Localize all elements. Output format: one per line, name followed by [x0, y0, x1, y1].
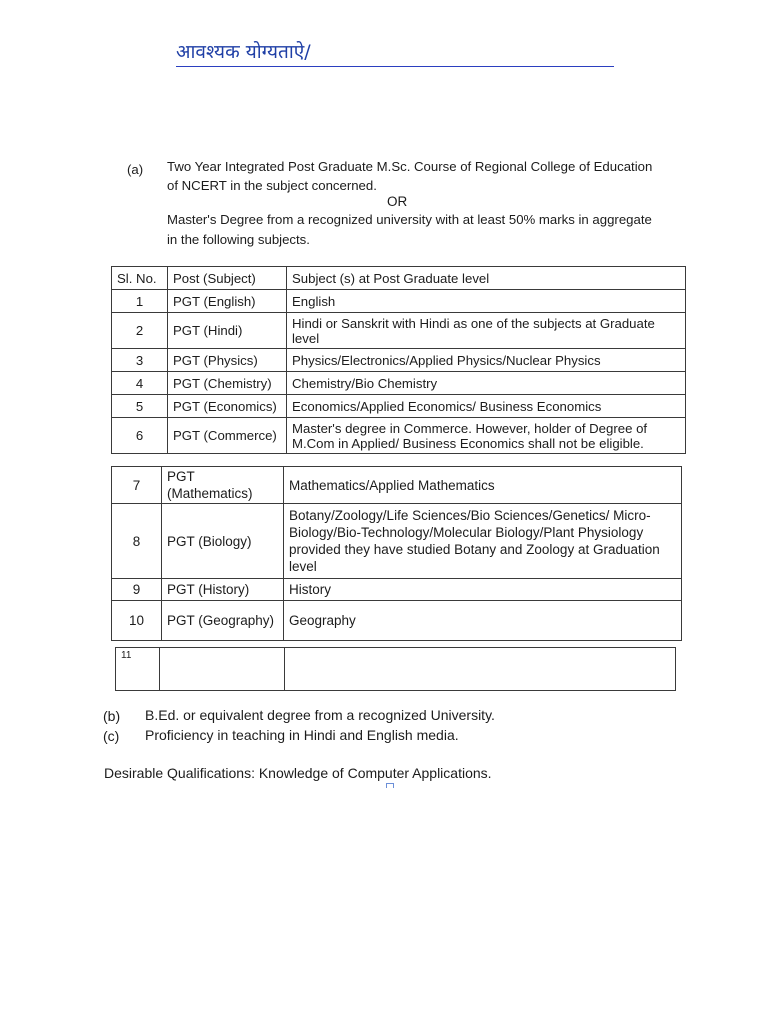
header-sl-no: Sl. No. [112, 267, 168, 290]
row-sl: 2 [112, 313, 168, 349]
row-sl: 10 [112, 601, 162, 641]
row-subject: Mathematics/Applied Mathematics [284, 467, 682, 504]
row-sl: 7 [112, 467, 162, 504]
row-post: PGT (Geography) [162, 601, 284, 641]
row-sl: 6 [112, 418, 168, 454]
row-sl: 9 [112, 579, 162, 601]
table-header-row [112, 267, 686, 290]
header-subject: Subject (s) at Post Graduate level [287, 267, 686, 290]
table-row [112, 579, 682, 601]
header-post: Post (Subject) [168, 267, 287, 290]
row-post: PGT (Commerce) [168, 418, 287, 454]
section-b-marker: (b) [103, 708, 121, 724]
table-row [112, 313, 686, 349]
row-sl: 11 [116, 648, 160, 691]
desirable-qualifications: Desirable Qualifications: Knowledge of Computer Applications. [104, 765, 492, 781]
row-post: PGT (Chemistry) [168, 372, 287, 395]
section-c-text: Proficiency in teaching in Hindi and English media. [145, 727, 459, 743]
row-post [160, 648, 285, 691]
row-subject: English [287, 290, 686, 313]
row-post: PGT (Mathematics) [162, 467, 284, 504]
section-b-text: B.Ed. or equivalent degree from a recognized University. [145, 707, 495, 723]
section-a-marker: (a) [127, 162, 144, 177]
row-sl: 4 [112, 372, 168, 395]
table-row [112, 504, 682, 579]
heading-underline [176, 66, 614, 67]
qualification-table-part2 [111, 466, 682, 641]
section-a-line1: Two Year Integrated Post Graduate M.Sc. Course of Regional College of Education [167, 159, 653, 174]
row-post: PGT (History) [162, 579, 284, 601]
row-post: PGT (Hindi) [168, 313, 287, 349]
row-subject: Physics/Electronics/Applied Physics/Nuclear Physics [287, 349, 686, 372]
row-sl: 8 [112, 504, 162, 579]
section-c-marker: (c) [103, 728, 120, 744]
row-subject: Chemistry/Bio Chemistry [287, 372, 686, 395]
row-subject: Botany/Zoology/Life Sciences/Bio Sciences/Genetics/ Micro-Biology/Bio-Technology/Molecular Biology/Plant Physiology provided they have studied Botany and Zoology at Graduation level [284, 504, 682, 579]
table-row [112, 467, 682, 504]
qualification-table-part3 [115, 647, 676, 691]
page-heading: आवश्यक योग्यताऐ/ [176, 41, 311, 63]
row-subject: Master's degree in Commerce. However, holder of Degree of M.Com in Applied/ Business Economics shall not be eligible. [287, 418, 686, 454]
row-post: PGT (Physics) [168, 349, 287, 372]
row-sl: 5 [112, 395, 168, 418]
table-row [116, 648, 676, 691]
row-post: PGT (Economics) [168, 395, 287, 418]
row-sl: 3 [112, 349, 168, 372]
row-subject: Hindi or Sanskrit with Hindi as one of the subjects at Graduate level [287, 313, 686, 349]
row-subject: Geography [284, 601, 682, 641]
table-row [112, 349, 686, 372]
table-row [112, 601, 682, 641]
table-row [112, 372, 686, 395]
table-row [112, 395, 686, 418]
qualification-table-part1 [111, 266, 686, 454]
section-a-line2: of NCERT in the subject concerned. [167, 178, 377, 193]
table-row [112, 290, 686, 313]
row-sl: 1 [112, 290, 168, 313]
row-subject: Economics/Applied Economics/ Business Economics [287, 395, 686, 418]
row-subject: History [284, 579, 682, 601]
section-a-line4: in the following subjects. [167, 232, 310, 247]
row-post: PGT (English) [168, 290, 287, 313]
section-a-line3: Master's Degree from a recognized university with at least 50% marks in aggregate [167, 212, 652, 227]
table-row [112, 418, 686, 454]
or-separator: OR [387, 194, 408, 209]
row-post: PGT (Biology) [162, 504, 284, 579]
text-cursor-mark [386, 783, 394, 788]
row-subject [285, 648, 676, 691]
